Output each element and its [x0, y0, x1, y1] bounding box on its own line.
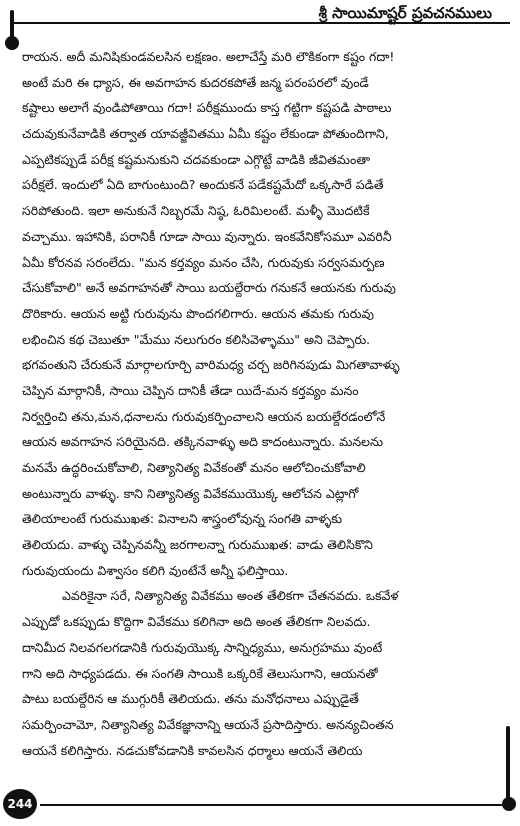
text-line: అంటే మరి ఈ ధ్యాస, ఈ అవగాహన కుదరకపోతే జన్మ పరంపరలో వుండే	[22, 74, 369, 90]
footer-rule	[40, 804, 510, 806]
text-line: దొరికారు. ఆయన అట్టి గురువును పొందగలిగారు. ఆయన తమకు గురువు	[22, 305, 374, 321]
text-line: లభించిన కథ చెబుతూ "మేము నలుగురం కలిసివెళ్ళాము" అని చెప్పారు.	[22, 331, 371, 347]
header-ornament-dot	[5, 36, 19, 50]
paragraph-1	[22, 44, 494, 583]
text-line: వచ్చాము. ఇహానికి, పరానికీ గూడా సాయి వున్నారు. ఇంకవేనికోసమూ ఎవరినీ	[22, 228, 392, 244]
text-line: గాని అది సాధ్యపడదు. ఈ సంగతి సాయికి ఒక్కరికే తెలుసుగాని, ఆయనతో	[22, 665, 378, 681]
text-line: సమర్పించామో, నిత్యానిత్య వివేకజ్ఞానాన్ని ఆయనే ప్రసాదిస్తారు. అనన్యచింతన	[22, 716, 394, 732]
text-line: తెలియాలంటే గురుముఖత: వినాలని శాస్త్రంలోవున్న సంగతి వాళ్ళకు	[22, 511, 343, 527]
text-line: భగవంతుని చేరుకునే మార్గాలగూర్చి వారిమధ్య చర్చ జరిగినపుడు మిగతావాళ్ళు	[22, 357, 400, 373]
text-line: ఎప్పటికప్పుడే పరీక్ష కష్టమనుకుని చదవకుండా ఎగ్గొట్టే వాడికి జీవితమంతా	[22, 151, 371, 167]
paragraph-2	[22, 583, 494, 763]
text-line: దానిమీద నిలవగలగడానికి గురువుయొక్క సాన్నిధ్యము, అనుగ్రహము వుంటే	[22, 639, 383, 655]
header-rule	[10, 22, 510, 24]
text-line: ఎవరికైనా సరే, నిత్యానిత్య వివేకము అంత తేలికగా చేతనవదు. ఒకవేళ	[62, 588, 399, 604]
text-line: ఆయనే కలిగిస్తారు. నడచుకోవడానికి కావలసిన ధర్మాలు ఆయనే తెలియ	[22, 742, 363, 758]
text-line: ఎప్పుడో ఒకప్పుడు కొద్దిగా వివేకము కలిగినా అది అంత తేలికగా నిలవదు.	[22, 614, 371, 630]
text-line: చదువుకునేవాడికి తర్వాత యావజ్జీవితము ఏమీ కష్టం లేకుండా పోతుందిగాని,	[22, 126, 389, 142]
text-line: చేసుకోవాలి" అనే అవగాహనతో సాయి బయల్దేరారు గనుకనే ఆయనకు గురువు	[22, 280, 396, 296]
text-line: తెలియదు. వాళ్ళు చెప్పినవన్నీ జరగాలన్నా గురుముఖత: వాడు తెలిసికొని	[22, 537, 373, 553]
text-line: మనమే ఉద్ధరించుకోవాలి, నిత్యానిత్య వివేకంతో మనం ఆలోచించుకోవాలి	[22, 460, 366, 475]
text-line: పరీక్షలే. ఇందులో ఏది బాగుంటుంది? అందుకనే పడేకష్టమేదో ఒక్కసారే పడితే	[22, 177, 384, 193]
text-line: కష్టాలు అలాగే వుండిపోతాయి గదా! పరీక్షముందు కాస్త గట్టిగా కష్టపడి పాఠాలు	[22, 100, 392, 116]
text-line: గురువుయందు విశ్వాసం కలిగి వుంటేనే అన్నీ ఫలిస్తాయి.	[22, 562, 289, 578]
text-line: ఆయన అవగాహన సరియైనది. తక్కినవాళ్ళు అది కాదంటున్నారు. మనలను	[22, 434, 384, 450]
body-text	[22, 44, 494, 763]
text-line: ఏమీ కోరనవ సరంలేదు. "మన కర్తవ్యం మనం చేసి, గురువుకు సర్వసమర్పణ	[22, 254, 385, 270]
running-header-title: శ్రీ సాయిమాష్టర్ ప్రవచనములు	[318, 4, 492, 22]
footer-ornament-dot	[502, 797, 516, 811]
text-line: పాటు బయల్దేరిన ఆ ముగ్గురికీ తెలియదు. తను మనోధనాలు ఎప్పుడైతే	[22, 691, 359, 707]
text-line: రాయన. అదీ మనిషికుండవలసిన లక్షణం. అలాచేస్తే మరి లౌకికంగా కష్టం గదా!	[22, 49, 395, 64]
text-line: నిర్వర్తించి తను,మన,ధనాలను గురువుకర్పించాలని ఆయన బయల్దేరడంలోనే	[22, 408, 386, 424]
text-line: అంటున్నారు వాళ్ళు. కాని నిత్యానిత్య వివేకముయొక్క ఆలోచన ఎట్లాగో	[22, 485, 359, 501]
right-decorative-bar	[506, 726, 510, 802]
text-line: చెప్పిన మార్గానికీ, సాయి చెప్పిన దానికీ తేడా యిదే-మన కర్తవ్యం మనం	[22, 382, 359, 398]
page-number-badge: 244	[3, 789, 37, 819]
text-line: సరిపోతుంది. ఇలా అనుకునే నిబ్బరమే నిష్ఠ, ఓరిమిలంటే. మళ్ళీ మొదటికే	[22, 203, 370, 219]
